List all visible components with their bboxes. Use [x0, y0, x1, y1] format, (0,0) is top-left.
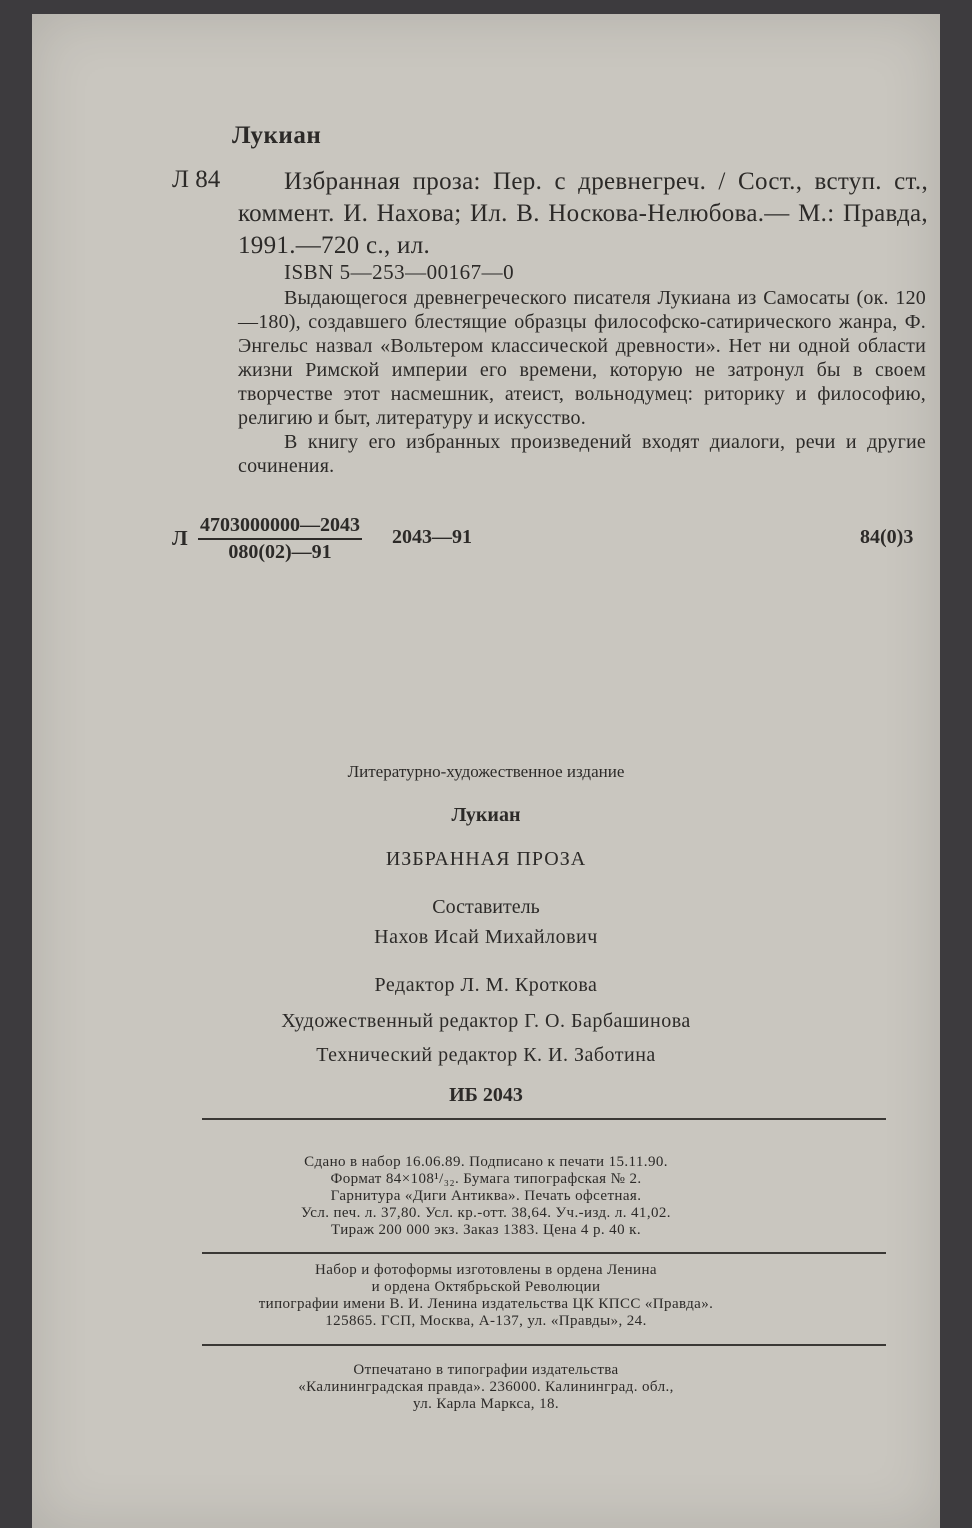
printing-details	[32, 1262, 940, 1330]
compiler-label: Составитель	[432, 896, 540, 918]
printed-at-line: «Калининградская правда». 236000. Калининград. обл.,	[298, 1379, 674, 1395]
bibliographic-record	[238, 166, 928, 262]
catalog-code: Л 84	[172, 166, 221, 193]
production-details	[32, 1154, 940, 1239]
ib-number: ИБ 2043	[449, 1084, 523, 1106]
production-line: Гарнитура «Диги Антиква». Печать офсетная.	[330, 1188, 642, 1204]
printed-at-line: ул. Карла Маркса, 18.	[412, 1396, 560, 1412]
printing-line: и ордена Октябрьской Революции	[371, 1279, 601, 1295]
classification-middle: 2043—91	[392, 526, 472, 548]
printed-at-line: Отпечатано в типографии издательства	[353, 1362, 619, 1378]
art-editor: Художественный редактор Г. О. Барбашинова	[281, 1010, 691, 1032]
printed-at-details	[32, 1362, 940, 1413]
fraction-numerator: 4703000000—2043	[198, 514, 362, 540]
editor: Редактор Л. М. Кроткова	[374, 974, 598, 996]
production-line: Формат 84×108¹/₃₂. Бумага типографская № 2.	[330, 1171, 642, 1187]
production-line: Усл. печ. л. 37,80. Усл. кр.-отт. 38,64. Уч.-изд. л. 41,02.	[301, 1205, 671, 1221]
printing-line: Набор и фотоформы изготовлены в ордена Ленина	[315, 1262, 657, 1278]
production-line: Сдано в набор 16.06.89. Подписано к печати 15.11.90.	[304, 1154, 668, 1170]
annotation-paragraph: В книгу его избранных произведений входят диалоги, речи и другие сочинения.	[238, 431, 926, 477]
compiler-name: Нахов Исай Михайлович	[374, 926, 598, 948]
bibliographic-record-text: Избранная проза: Пер. с древнегреч. / Сост., вступ. ст., коммент. И. Нахова; Ил. В. Носкова-Нелюбова.— М.: Правда, 1991.—720 с., ил.	[238, 168, 928, 259]
printing-line: типографии имени В. И. Ленина издательства ЦК КПСС «Правда».	[258, 1296, 714, 1312]
printing-line: 125865. ГСП, Москва, А-137, ул. «Правды», 24.	[325, 1313, 647, 1329]
divider	[202, 1118, 886, 1120]
classification-letter: Л	[172, 526, 188, 550]
fraction-denominator: 080(02)—91	[228, 541, 332, 563]
divider	[202, 1252, 886, 1254]
annotation	[238, 286, 926, 478]
tech-editor: Технический редактор К. И. Заботина	[316, 1044, 656, 1066]
isbn: ISBN 5—253—00167—0	[284, 260, 515, 284]
annotation-paragraph: Выдающегося древнегреческого писателя Лукиана из Самосаты (ок. 120—180), создавшего блестящие образцы философско-сатирического жанра, Ф. Энгельс назвал «Вольтером классической древности». Нет ни одной области жизни Римской империи его времени, которую не затронул бы в своем творчестве этот насмешник, атеист, вольнодумец: риторику и философию, религию и быт, литературу и искусство.	[238, 287, 926, 429]
production-line: Тираж 200 000 экз. Заказ 1383. Цена 4 р. 40 к.	[331, 1222, 641, 1238]
catalog-author: Лукиан	[232, 122, 322, 149]
classification-right: 84(0)3	[860, 526, 914, 548]
imprint-title: ИЗБРАННАЯ ПРОЗА	[385, 848, 587, 870]
imprint-author: Лукиан	[451, 804, 521, 826]
genre-label: Литературно-художественное издание	[347, 762, 625, 781]
book-page	[32, 14, 940, 1528]
classification-fraction	[198, 514, 362, 564]
divider	[202, 1344, 886, 1346]
